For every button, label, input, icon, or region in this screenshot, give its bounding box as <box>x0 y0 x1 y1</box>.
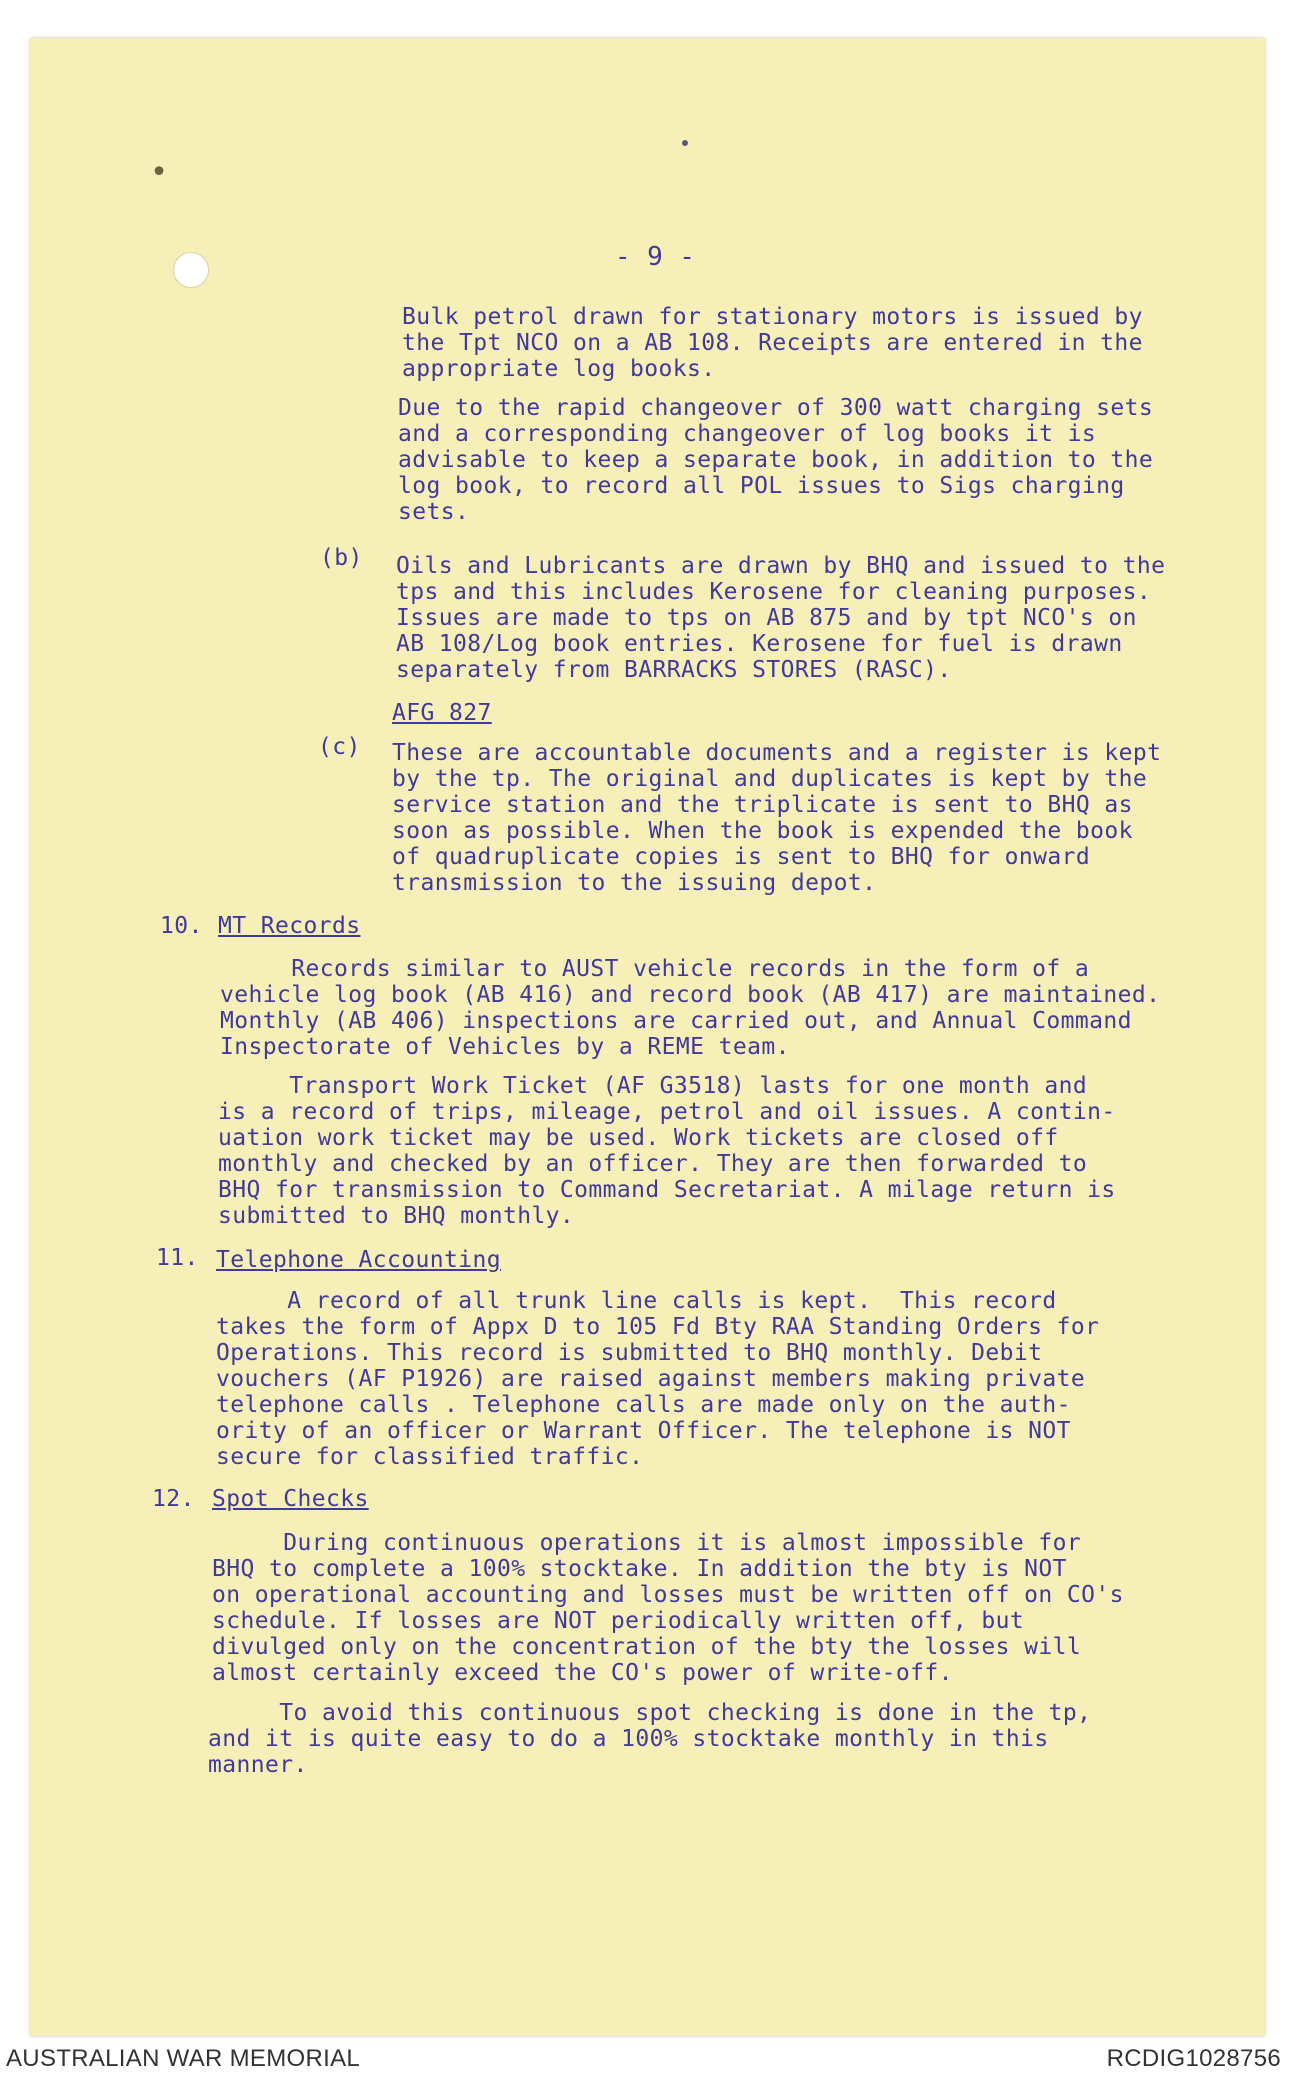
text-line: appropriate log books. <box>402 356 716 382</box>
item-c-label: (c) <box>318 734 361 760</box>
item-b-label: (b) <box>320 545 363 571</box>
text-line: telephone calls . Telephone calls are made only on the auth- <box>216 1392 1071 1418</box>
petrol-paragraph <box>402 304 1143 382</box>
text-line: by the tp. The original and duplicates is kept by the <box>392 766 1148 792</box>
text-line: service station and the triplicate is sent to BHQ as <box>392 792 1133 818</box>
text-line: transmission to the issuing depot. <box>392 870 877 896</box>
text-line: Records similar to AUST vehicle records in the form of a <box>220 956 1090 982</box>
text-line: tps and this includes Kerosene for cleaning purposes. <box>396 579 1152 605</box>
text-line: on operational accounting and losses must be written off on CO's <box>212 1582 1124 1608</box>
text-line: advisable to keep a separate book, in addition to the <box>398 447 1154 473</box>
text-line: Operations. This record is submitted to BHQ monthly. Debit <box>216 1340 1043 1366</box>
text-line: secure for classified traffic. <box>216 1444 644 1470</box>
text-line: monthly and checked by an officer. They are then forwarded to <box>218 1151 1088 1177</box>
section-12-para-2 <box>208 1700 1091 1778</box>
text-line: Oils and Lubricants are drawn by BHQ and issued to the <box>396 553 1166 579</box>
section-11-para-1 <box>216 1288 1099 1470</box>
section-11-heading: Telephone Accounting <box>216 1247 501 1273</box>
text-line: and a corresponding changeover of log books it is <box>398 421 1097 447</box>
section-12-number: 12. <box>152 1486 195 1512</box>
footer-institution: AUSTRALIAN WAR MEMORIAL <box>6 2045 361 2072</box>
text-line: During continuous operations it is almost impossible for <box>212 1530 1082 1556</box>
item-b-paragraph <box>396 553 1165 683</box>
text-line: submitted to BHQ monthly. <box>218 1203 575 1229</box>
punch-hole <box>173 252 209 288</box>
text-line: manner. <box>208 1752 308 1778</box>
text-line: sets. <box>398 499 470 525</box>
footer-record-id: RCDIG1028756 <box>1106 2045 1281 2072</box>
text-line: vehicle log book (AB 416) and record book (AB 417) are maintained. <box>220 982 1161 1008</box>
text-line: almost certainly exceed the CO's power of write-off. <box>212 1660 953 1686</box>
text-line: BHQ to complete a 100% stocktake. In addition the bty is NOT <box>212 1556 1067 1582</box>
text-line: To avoid this continuous spot checking is done in the tp, <box>208 1700 1092 1726</box>
text-line: Inspectorate of Vehicles by a REME team. <box>220 1034 790 1060</box>
text-line: ority of an officer or Warrant Officer. The telephone is NOT <box>216 1418 1071 1444</box>
text-line: separately from BARRACKS STORES (RASC). <box>396 657 952 683</box>
text-line: BHQ for transmission to Command Secretariat. A milage return is <box>218 1177 1116 1203</box>
text-line: divulged only on the concentration of the bty the losses will <box>212 1634 1082 1660</box>
text-line: These are accountable documents and a register is kept <box>392 740 1162 766</box>
text-line: is a record of trips, mileage, petrol and oil issues. A contin- <box>218 1099 1116 1125</box>
section-12-heading: Spot Checks <box>212 1486 369 1512</box>
text-line: A record of all trunk line calls is kept. This record <box>216 1288 1057 1314</box>
text-line: soon as possible. When the book is expended the book <box>392 818 1133 844</box>
section-10-para-2 <box>218 1073 1116 1229</box>
text-line: Issues are made to tps on AB 875 and by tpt NCO's on <box>396 605 1137 631</box>
text-line: of quadruplicate copies is sent to BHQ for onward <box>392 844 1091 870</box>
section-10-number: 10. <box>160 913 203 939</box>
page-number: - 9 - <box>615 242 696 272</box>
afg-heading: AFG 827 <box>392 700 492 726</box>
text-line: schedule. If losses are NOT periodically written off, but <box>212 1608 1025 1634</box>
text-line: Bulk petrol drawn for stationary motors is issued by <box>402 304 1143 330</box>
section-12-para-1 <box>212 1530 1124 1686</box>
text-line: AB 108/Log book entries. Kerosene for fuel is drawn <box>396 631 1123 657</box>
item-c-paragraph <box>392 740 1161 896</box>
changeover-paragraph <box>398 395 1153 525</box>
text-line: the Tpt NCO on a AB 108. Receipts are entered in the <box>402 330 1143 356</box>
ink-dot <box>682 140 688 146</box>
paper-mark: • <box>150 155 169 190</box>
text-line: and it is quite easy to do a 100% stocktake monthly in this <box>208 1726 1049 1752</box>
text-line: Transport Work Ticket (AF G3518) lasts for one month and <box>218 1073 1088 1099</box>
text-line: log book, to record all POL issues to Sigs charging <box>398 473 1125 499</box>
text-line: Monthly (AB 406) inspections are carried out, and Annual Command <box>220 1008 1132 1034</box>
section-10-heading: MT Records <box>218 913 361 939</box>
section-11-number: 11. <box>156 1245 199 1271</box>
text-line: takes the form of Appx D to 105 Fd Bty RAA Standing Orders for <box>216 1314 1100 1340</box>
text-line: vouchers (AF P1926) are raised against members making private <box>216 1366 1086 1392</box>
text-line: uation work ticket may be used. Work tickets are closed off <box>218 1125 1059 1151</box>
text-line: Due to the rapid changeover of 300 watt charging sets <box>398 395 1154 421</box>
section-10-para-1 <box>220 956 1160 1060</box>
